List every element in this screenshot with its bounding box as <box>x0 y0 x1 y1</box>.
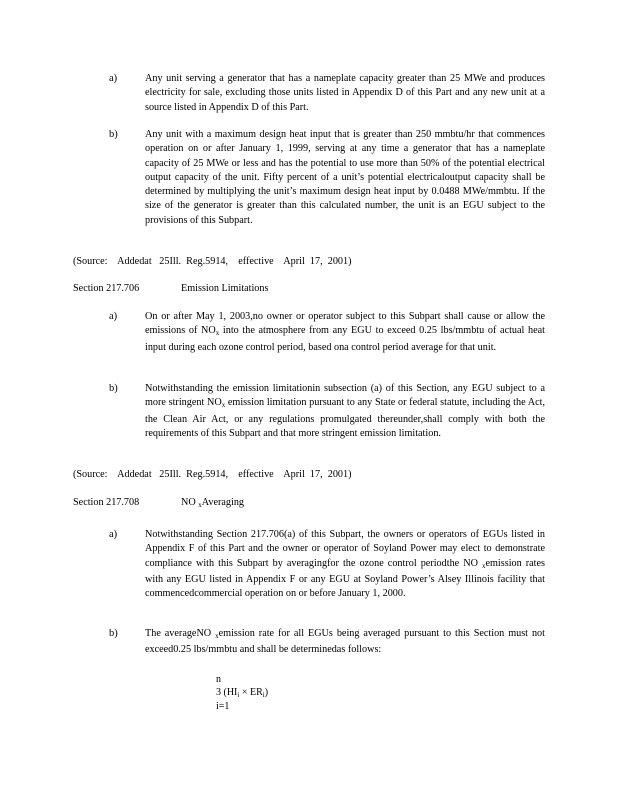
s708-a-post: emission rates with any EGU listed in Appendix F or any EGU at Soyland Power’s Alsey Illinois facility that commencedcommercial operation on or before January 1, 2000. <box>145 557 545 600</box>
section-706-title: Emission Limitations <box>181 283 269 294</box>
s708-a-pre: Notwithstanding Section 217.706(a) of this Subpart, the owners or operators of EGUs listed in Appendix F of this Part and the owner or operator of Soyland Power may elect to demonstrate compliance with this Subpart by averagingfor the ozone control periodthe NO <box>145 529 545 569</box>
s708-a-label: a) <box>109 529 118 540</box>
s706-a-sub: x <box>215 329 220 338</box>
formula-upper-limit: n <box>216 674 221 685</box>
s706-a-post: into the atmosphere from any EGU to exceed 0.25 lbs/mmbtu of actual heat input during each ozone control period, based ona control period average for that unit. <box>145 325 546 353</box>
s708-b-text <box>145 627 545 658</box>
s708-b-pre: The averageNO <box>145 628 212 639</box>
subsection-b-label: b) <box>109 129 118 140</box>
section-708-title-post: Averaging <box>201 497 245 508</box>
summation-formula <box>216 674 268 714</box>
section-708-title-pre: NO <box>181 497 196 508</box>
source-note-2: (Source: Addedat 25Ill. Reg.5914, effective April 17, 2001) <box>73 469 352 480</box>
s706-a-text <box>145 310 545 355</box>
section-708-title-sub: x <box>198 501 202 509</box>
formula-body <box>216 687 268 702</box>
s708-b-post: emission rate for all EGUs being averaged pursuant to this Section must not exceed0.25 lbs/mmbtu and shall be determinedas follows: <box>145 628 545 656</box>
s706-b-pre: Notwithstanding the emission limitationin subsection (a) of this Section, any EGU subject to a more stringent NO <box>145 383 545 409</box>
s706-a-pre: On or after May 1, 2003,no owner or operator subject to this Subpart shall cause or allow the emissions of NO <box>145 311 545 337</box>
s706-b-text <box>145 382 545 441</box>
s708-a-text <box>145 528 545 601</box>
subsection-b-text: Any unit with a maximum design heat input that is greater than 250 mmbtu/hr that commences operation on or after January 1, 1999, serving at any time a generator that has a nameplate capacity of 25 MWe or less and has the potential to use more than 50% of the potential electrical output capacity of the unit. Fifty percent of a unit’s potential electricaloutput capacity shall be determined by multiplying the unit’s maximum design heat input by 0.0488 MWe/mmbtu. If the size of the generator is greater than this calculated number, the unit is an EGU subject to the provisions of this Subpart. <box>145 129 545 226</box>
section-708-number: Section 217.708 <box>73 497 140 508</box>
subsection-a-label: a) <box>109 73 118 84</box>
s708-a-sub: x <box>481 561 486 570</box>
formula-mid-mid: × ER <box>239 686 263 698</box>
s706-b-post: emission limitation pursuant to any State or federal statute, including the Act, the Clean Air Act, or any regulations promulgated thereunder,shall comply with both the requirements of this Subpart and that more stringent emission limitation. <box>145 397 546 439</box>
s708-b-sub: x <box>215 632 219 640</box>
formula-mid-pre: 3 (HI <box>216 686 238 698</box>
s706-a-label: a) <box>109 311 118 322</box>
section-706-number: Section 217.706 <box>73 283 140 294</box>
formula-mid-sub1: i <box>237 690 240 699</box>
subsection-a-text: Any unit serving a generator that has a nameplate capacity greater than 25 MWe and produces electricity for sale, excluding those units listed in Appendix D of this Part and any new unit at a source listed in Appendix D of this Part. <box>145 73 545 113</box>
formula-mid-post: ) <box>264 686 269 698</box>
formula-mid-sub2: i <box>262 690 265 699</box>
formula-lower-limit: i=1 <box>216 701 230 712</box>
s706-b-sub: x <box>221 401 226 410</box>
section-708-title <box>181 496 244 512</box>
source-note-1: (Source: Addedat 25Ill. Reg.5914, effective April 17, 2001) <box>73 256 352 267</box>
s706-b-label: b) <box>109 383 118 394</box>
s708-b-label: b) <box>109 628 118 639</box>
